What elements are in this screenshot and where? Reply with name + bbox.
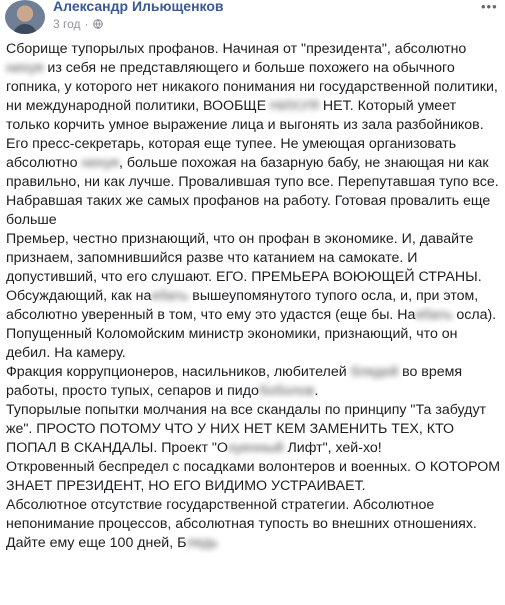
post-paragraph: [6, 230, 502, 287]
censored-word: нихуя: [81, 155, 119, 171]
post-paragraph: [6, 458, 502, 496]
post-text: Попущенный Коломойским министр экономики, признающий, что он дебил. На камеру.: [6, 326, 458, 361]
post-timestamp[interactable]: 3 год: [53, 17, 81, 31]
censored-word: лядь: [186, 535, 218, 551]
post-text: Абсолютное отсутствие государственной стратегии. Абсолютное непонимание процессов, абсолютная тупость во внешних отношениях.: [6, 497, 477, 532]
globe-icon: [93, 19, 103, 29]
post-text: Обсуждающий, как на: [6, 288, 152, 304]
post-meta: [53, 17, 103, 31]
post-text: Премьер, честно признающий, что он профан в экономике. И, давайте признаем, запомнившийся разве что катанием на самокате. И допустивший, что его слушают. ЕГО. ПРЕМЬЕРА ВОЮЮЩЕЙ СТРАНЫ.: [6, 231, 482, 285]
post-paragraph: [6, 287, 502, 325]
post-paragraph: [6, 325, 502, 363]
post-text: вышеупомянутого тупого осла, и, при этом, абсолютно уверенный в том, что ему это удастся (еще бы. На: [6, 288, 479, 323]
post-text: Лифт", хей-хо!: [283, 440, 382, 456]
post-paragraph: [6, 496, 502, 534]
post-paragraph: [6, 534, 502, 553]
author-name[interactable]: Александр Ильющенков: [53, 0, 224, 14]
post-text: .: [314, 383, 319, 399]
censored-word: блядей: [350, 364, 399, 380]
censored-word: нихуя: [6, 60, 44, 76]
post-text: из себя не представляющего и больше похожего на обычного гопника, у которого нет никакого понимания ни государственной политики, ни международной политики, ВООБЩЕ: [6, 60, 498, 114]
post-text: осла).: [452, 307, 497, 323]
post-text: Сборище тупорылых профанов. Начиная от "президента", абсолютно: [6, 41, 467, 57]
censored-word: НИХУЯ: [270, 98, 319, 114]
post-text: Тупорылые попытки молчания на все скандалы по принципу "Та забудут же". ПРОСТО ПОТОМУ ЧТО У НИХ НЕТ КЕМ ЗАМЕНИТЬ ТЕХ, КТО ПОПАЛ В СКАНДАЛЫ. Проект "О: [6, 402, 487, 456]
post-body: [6, 40, 502, 553]
censored-word: боболов: [258, 383, 315, 399]
more-options-icon[interactable]: •••: [481, 0, 498, 14]
censored-word: ебать: [151, 288, 189, 304]
censored-word: ебать: [415, 307, 453, 323]
post-text: Фракция коррупционеров, насильников, любителей: [6, 364, 351, 380]
post-paragraph: [6, 363, 502, 401]
post-text: , больше похожая на базарную бабу, не знающая ни как правильно, ни как лучше. Провалившая тупо все. Перепутавшая тупо все. Набравшая таких же самых профанов на работу. Готовая провалить еще больше: [6, 155, 499, 228]
author-avatar[interactable]: [5, 0, 45, 34]
post-paragraph: [6, 135, 502, 230]
post-paragraph: [6, 401, 502, 458]
post-text: Его пресс-секретарь, которая еще тупее. Не умеющая организовать абсолютно: [6, 136, 457, 171]
post-text: Откровенный беспредел с посадками волонтеров и военных. О КОТОРОМ ЗНАЕТ ПРЕЗИДЕНТ, НО ЕГО ВИДИМО УСТРАИВАЕТ.: [6, 459, 501, 494]
sep-dot: ·: [84, 17, 89, 31]
censored-word: хуенный: [227, 440, 284, 456]
post-text: НЕТ. Который умеет только корчить умное выражение лица и выгонять из зала разбойников.: [6, 98, 484, 133]
post-text: во время работы, просто тупых, сепаров и пидо: [6, 364, 463, 399]
post-text: Дайте ему еще 100 дней, Б: [6, 535, 187, 551]
post-header: [0, 0, 505, 38]
post-paragraph: [6, 40, 502, 135]
